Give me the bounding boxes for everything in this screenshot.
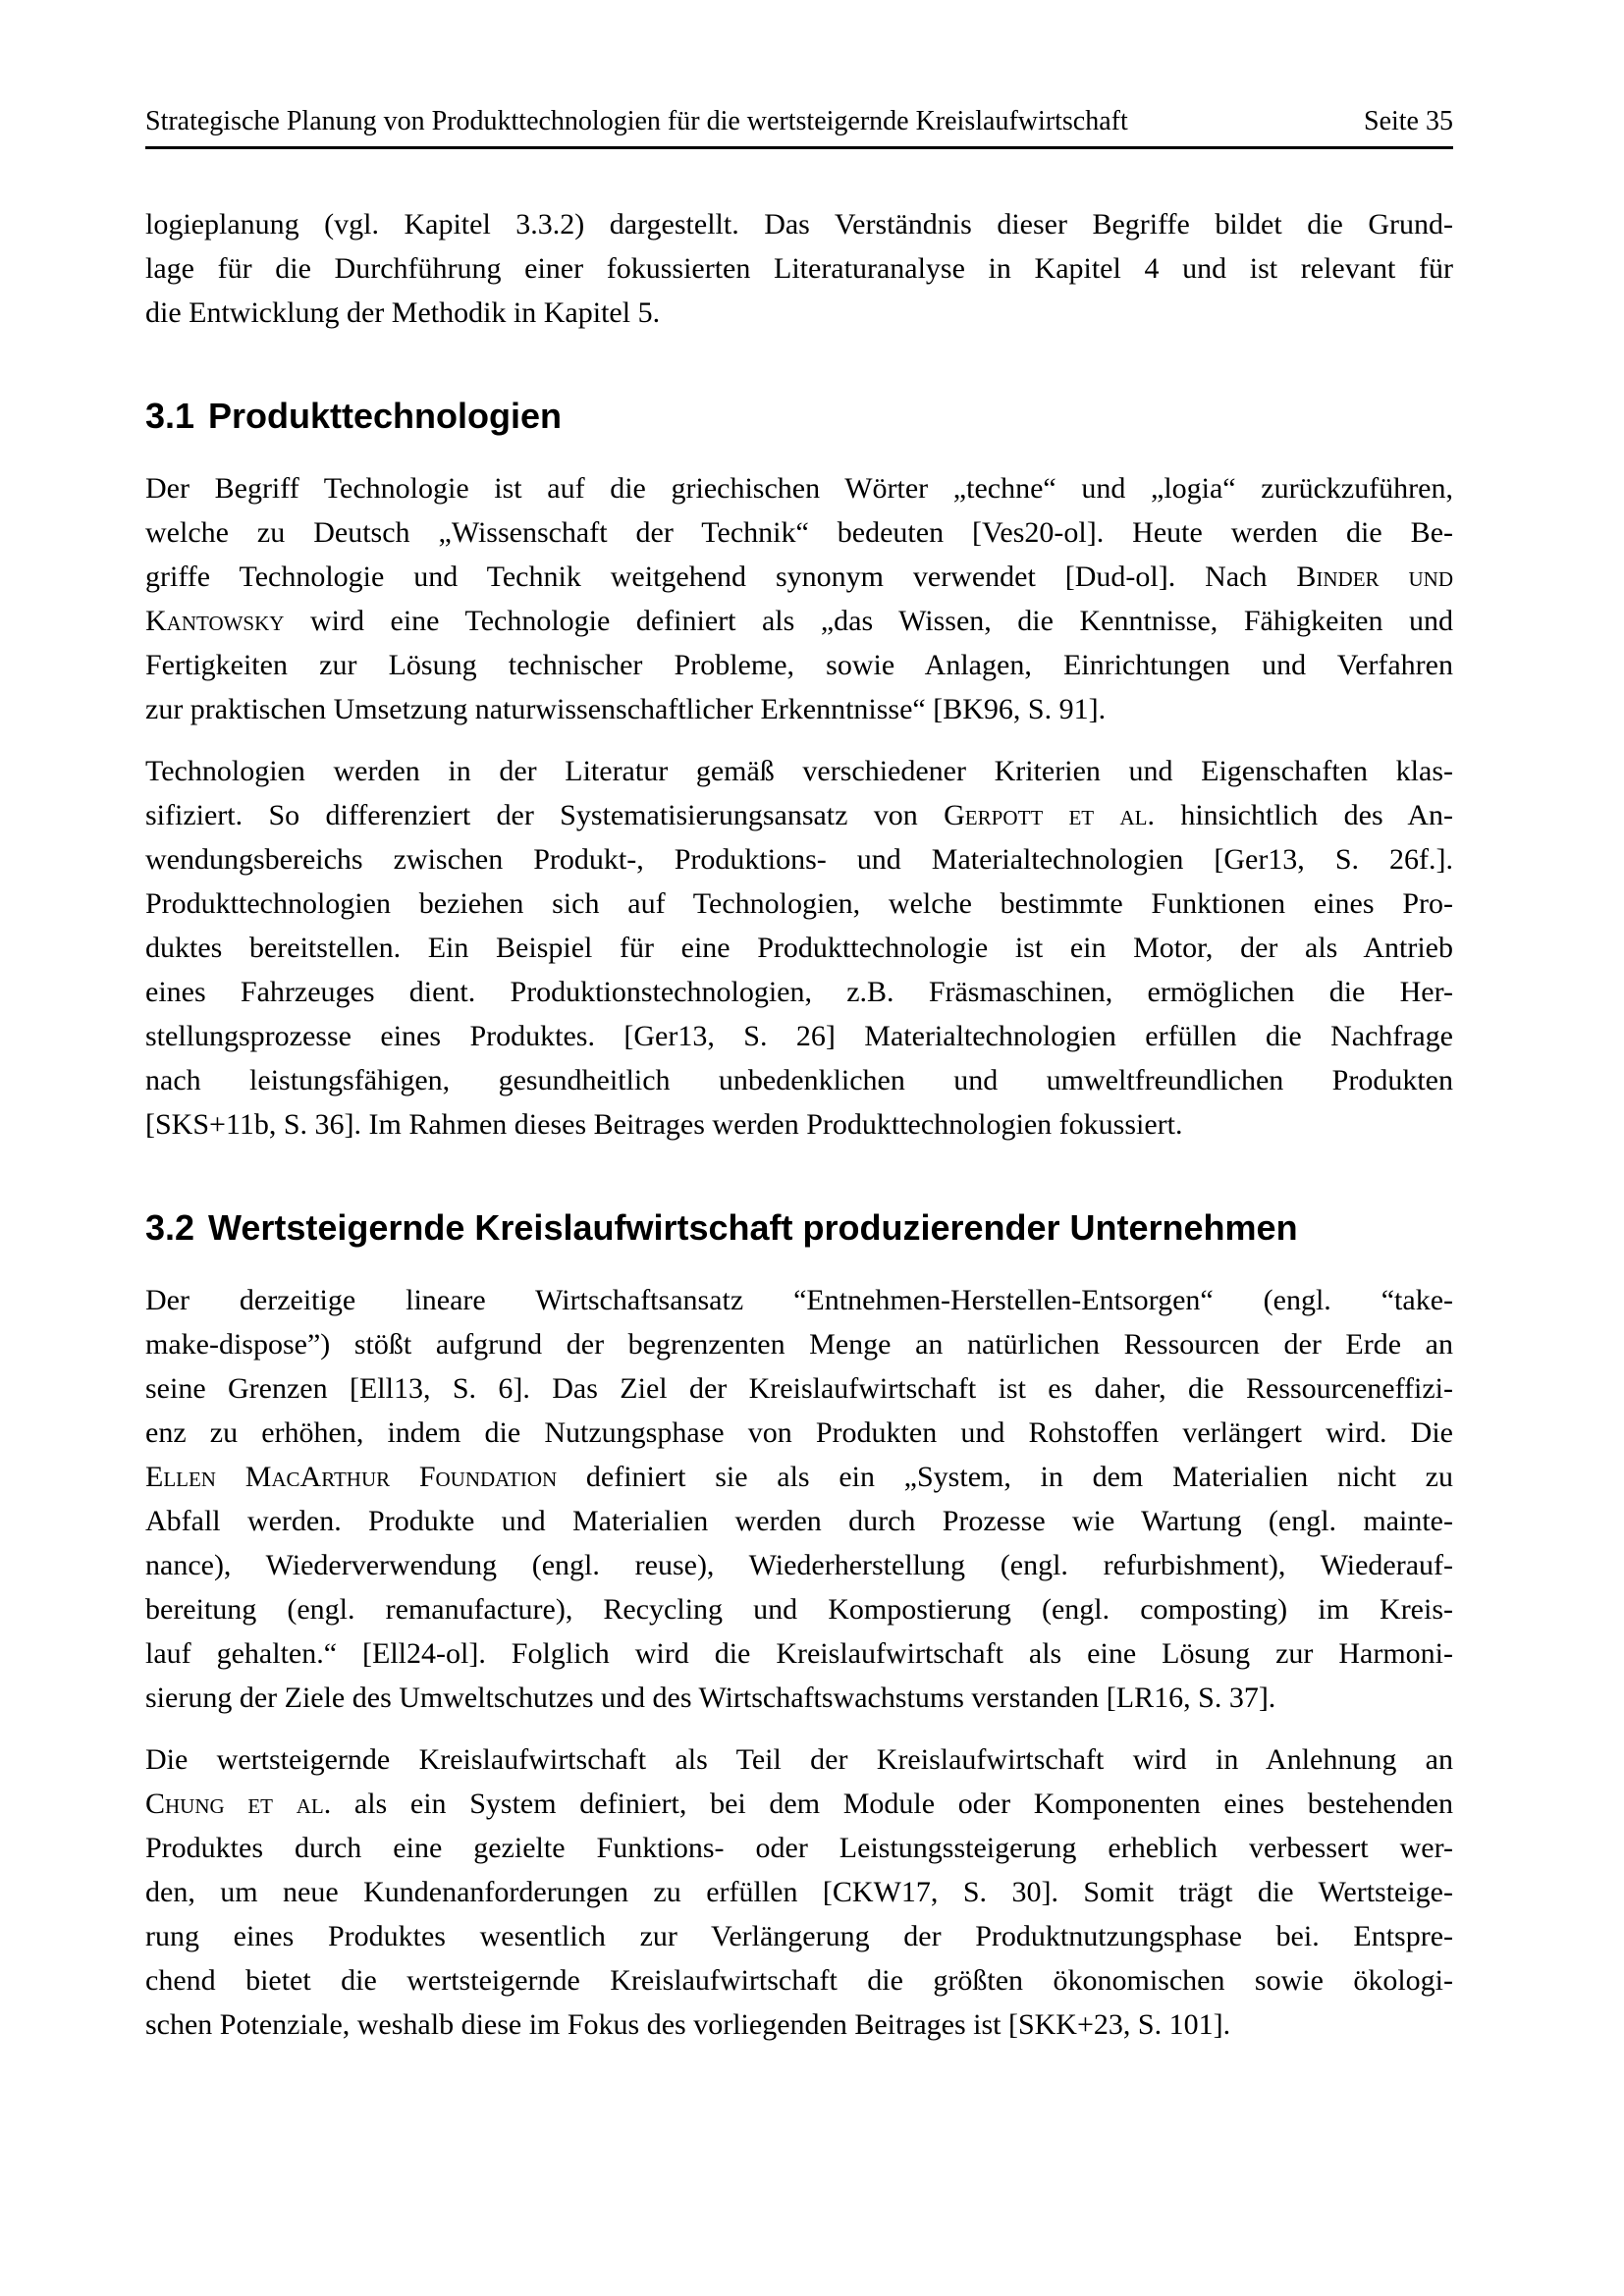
- section-number: 3.2: [145, 1207, 195, 1248]
- page-content: [145, 202, 1453, 2047]
- text-line: Die wertsteigernde Kreislaufwirtschaft als Teil der Kreislaufwirtschaft wird in Anlehnung an: [145, 1743, 1453, 1776]
- text-line: rung eines Produktes wesentlich zur Verlängerung der Produktnutzungsphase bei. Entspre-: [145, 1920, 1453, 1952]
- smallcaps-text: Kantowsky: [145, 605, 285, 637]
- smallcaps-text: Ellen MacArthur Foundation: [145, 1461, 558, 1493]
- text-line: Fertigkeiten zur Lösung technischer Probleme, sowie Anlagen, Einrichtungen und Verfahren: [145, 649, 1453, 681]
- paragraph: [145, 749, 1453, 1147]
- page-number: Seite 35: [1364, 106, 1453, 136]
- text-line: chend bietet die wertsteigernde Kreislaufwirtschaft die größten ökonomischen sowie ökologi-: [145, 1964, 1453, 1997]
- section-title: Produkttechnologien: [208, 396, 562, 436]
- smallcaps-text: Chung et al.: [145, 1788, 332, 1820]
- text-line: Ellen MacArthur Foundation definiert sie als ein „System, in dem Materialien nicht zu: [145, 1461, 1453, 1493]
- text-line: nach leistungsfähigen, gesundheitlich unbedenklichen und umweltfreundlichen Produkten: [145, 1064, 1453, 1096]
- text-line: schen Potenziale, weshalb diese im Fokus des vorliegenden Beitrages ist [SKK+23, S. 101].: [145, 2008, 1231, 2041]
- running-header: [145, 0, 1453, 149]
- text-line: Chung et al. als ein System definiert, bei dem Module oder Komponenten eines bestehenden: [145, 1788, 1453, 1820]
- text-line: duktes bereitstellen. Ein Beispiel für eine Produkttechnologie ist ein Motor, der als Antrieb: [145, 932, 1453, 964]
- text-line: den, um neue Kundenanforderungen zu erfüllen [CKW17, S. 30]. Somit trägt die Wertsteige-: [145, 1876, 1453, 1908]
- section-heading: [145, 1207, 1453, 1249]
- text-line: bereitung (engl. remanufacture), Recycling und Kompostierung (engl. composting) im Kreis-: [145, 1593, 1453, 1626]
- text-line: Kantowsky wird eine Technologie definiert als „das Wissen, die Kenntnisse, Fähigkeiten und: [145, 605, 1453, 637]
- text-column: [145, 0, 1453, 2047]
- section-number: 3.1: [145, 396, 195, 436]
- text-line: make-dispose”) stößt aufgrund der begrenzenten Menge an natürlichen Ressourcen der Erde an: [145, 1328, 1453, 1361]
- text-line: logieplanung (vgl. Kapitel 3.3.2) dargestellt. Das Verständnis dieser Begriffe bildet die Grund-: [145, 208, 1453, 240]
- text-line: stellungsprozesse eines Produktes. [Ger13, S. 26] Materialtechnologien erfüllen die Nachfrage: [145, 1020, 1453, 1052]
- text-line: zur praktischen Umsetzung naturwissenschaftlicher Erkenntnisse“ [BK96, S. 91].: [145, 693, 1107, 725]
- paragraph: [145, 1737, 1453, 2047]
- section-heading: [145, 396, 1453, 437]
- text-line: sifiziert. So differenziert der Systematisierungsansatz von Gerpott et al. hinsichtlich des An-: [145, 799, 1453, 831]
- text-line: lauf gehalten.“ [Ell24-ol]. Folglich wird die Kreislaufwirtschaft als eine Lösung zur Harmoni-: [145, 1637, 1453, 1670]
- text-line: [SKS+11b, S. 36]. Im Rahmen dieses Beitrages werden Produkttechnologien fokussiert.: [145, 1108, 1183, 1141]
- smallcaps-text: Gerpott et al.: [944, 799, 1155, 831]
- text-line: griffe Technologie und Technik weitgehend synonym verwendet [Dud-ol]. Nach Binder und: [145, 561, 1453, 593]
- text-line: Der Begriff Technologie ist auf die griechischen Wörter „techne“ und „logia“ zurückzuführen,: [145, 472, 1453, 505]
- paragraph: [145, 1278, 1453, 1720]
- text-line: sierung der Ziele des Umweltschutzes und des Wirtschaftswachstums verstanden [LR16, S. 37].: [145, 1682, 1276, 1714]
- text-line: nance), Wiederverwendung (engl. reuse), Wiederherstellung (engl. refurbishment), Wiederauf-: [145, 1549, 1453, 1581]
- text-line: Produktes durch eine gezielte Funktions- oder Leistungssteigerung erheblich verbessert wer-: [145, 1832, 1453, 1864]
- text-line: wendungsbereichs zwischen Produkt-, Produktions- und Materialtechnologien [Ger13, S. 26f.].: [145, 843, 1453, 876]
- text-line: welche zu Deutsch „Wissenschaft der Technik“ bedeuten [Ves20-ol]. Heute werden die Be-: [145, 516, 1453, 549]
- text-line: Produkttechnologien beziehen sich auf Technologien, welche bestimmte Funktionen eines Pro-: [145, 887, 1453, 920]
- section-title: Wertsteigernde Kreislaufwirtschaft produzierender Unternehmen: [208, 1207, 1298, 1248]
- text-line: enz zu erhöhen, indem die Nutzungsphase von Produkten und Rohstoffen verlängert wird. Die: [145, 1416, 1453, 1449]
- text-line: lage für die Durchführung einer fokussierten Literaturanalyse in Kapitel 4 und ist relevant für: [145, 252, 1453, 285]
- paragraph: [145, 202, 1453, 335]
- text-line: seine Grenzen [Ell13, S. 6]. Das Ziel der Kreislaufwirtschaft ist es daher, die Ressourceneffizi-: [145, 1372, 1453, 1405]
- paragraph: [145, 466, 1453, 731]
- text-line: die Entwicklung der Methodik in Kapitel 5.: [145, 296, 661, 329]
- smallcaps-text: Binder und: [1296, 561, 1453, 593]
- text-line: Abfall werden. Produkte und Materialien werden durch Prozesse wie Wartung (engl. mainte-: [145, 1505, 1453, 1537]
- text-line: eines Fahrzeuges dient. Produktionstechnologien, z.B. Fräsmaschinen, ermöglichen die Her-: [145, 976, 1453, 1008]
- header-title: Strategische Planung von Produkttechnologien für die wertsteigernde Kreislaufwirtschaft: [145, 106, 1128, 136]
- text-line: Der derzeitige lineare Wirtschaftsansatz “Entnehmen-Herstellen-Entsorgen“ (engl. “take-: [145, 1284, 1453, 1316]
- text-line: Technologien werden in der Literatur gemäß verschiedener Kriterien und Eigenschaften klas-: [145, 755, 1453, 787]
